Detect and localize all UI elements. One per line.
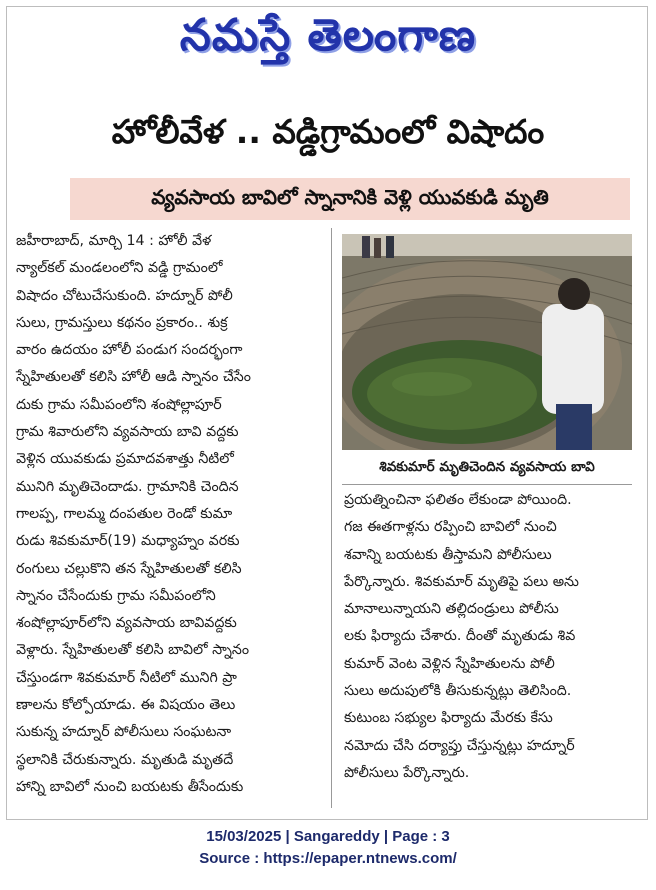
body-text-line: శవాన్ని బయటకు తీస్తామని పోలీసులు xyxy=(344,546,552,563)
body-text-line: వెళ్లారు. స్నేహితులతో కలిసి బావిలో స్నానం xyxy=(16,642,250,659)
article-subheadline: వ్యవసాయ బావిలో స్నానానికి వెళ్లి యువకుడి మృతి xyxy=(151,184,549,209)
article-continuation xyxy=(334,487,644,787)
footer-date-edition: 15/03/2025 | Sangareddy | Page : 3 xyxy=(206,828,450,845)
photo-caption: శివకుమార్ మృతిచెందిన వ్యవసాయ బావి xyxy=(342,450,632,485)
body-text-line: వారం ఉదయం హోలీ పండుగ సందర్భంగా xyxy=(16,342,243,359)
body-text-line: ణాలను కోల్పోయాడు. ఈ విషయం తెలు xyxy=(16,697,236,714)
body-text-line: వెళ్లిన యువకుడు ప్రమాదవశాత్తు నీటిలో xyxy=(16,451,234,468)
body-text-line: చేస్తుండగా శివకుమార్ నీటిలో మునిగి ప్రా xyxy=(16,669,237,686)
body-text-line: గ్రామ శివారులోని వ్యవసాయ బావి వద్దకు xyxy=(16,424,239,441)
body-text-line: శంషోల్లాపూర్‌లోని వ్యవసాయ బావివద్దకు xyxy=(16,615,237,632)
article-left-column xyxy=(14,228,332,808)
body-text-line: గాలప్ప, గాలమ్మ దంపతుల రెండో కుమా xyxy=(16,505,233,522)
body-text-line: స్నేహితులతో కలిసి హోలీ ఆడి స్నానం చేసేం xyxy=(16,369,251,386)
body-text-line: రుడు శివకుమార్(19) మధ్యాహ్నం వరకు xyxy=(16,533,240,550)
body-text-line: నమోదు చేసి దర్యాప్తు చేస్తున్నట్లు హద్నూర్ xyxy=(344,737,575,754)
body-text-line: కుటుంబ సభ్యుల ఫిర్యాదు మేరకు కేసు xyxy=(344,710,553,727)
body-text-line: మునిగి మృతిచెందాడు. గ్రామానికి చెందిన xyxy=(16,478,239,495)
body-text-line: సుకున్న హద్నూర్ పోలీసులు సంఘటనా xyxy=(16,724,232,741)
well-photo-illustration xyxy=(342,234,632,450)
body-text-line: కుమార్ వెంట వెళ్లిన స్నేహితులను పోలీ xyxy=(344,655,555,672)
body-text-line: స్థలానికి చేరుకున్నారు. మృతుడి మృతదే xyxy=(16,751,234,768)
body-text-line: జహీరాబాద్, మార్చి 14 : హోలీ వేళ xyxy=(16,233,212,249)
body-text-line: హాన్ని బావిలో నుంచి బయటకు తీసేందుకు xyxy=(16,778,244,795)
well-photo xyxy=(342,234,632,450)
article-right-column xyxy=(334,228,644,808)
footer-source: Source : https://epaper.ntnews.com/ xyxy=(199,850,457,867)
article-headline: హోలీవేళ .. వడ్డిగ్రామంలో విషాదం xyxy=(111,112,545,151)
body-text-line: పేర్కొన్నారు. శివకుమార్ మృతిపై పలు అను xyxy=(344,573,579,590)
body-text-line: స్నానం చేసేందుకు గ్రామ సమీపంలోని xyxy=(16,587,216,604)
body-text-line: సులు, గ్రామస్తులు కథనం ప్రకారం.. శుక్ర xyxy=(16,314,228,331)
body-text-line: విషాదం చోటుచేసుకుంది. హద్నూర్ పోలీ xyxy=(16,287,233,304)
clipping-footer xyxy=(0,826,656,870)
body-text-line: సులు అదుపులోకి తీసుకున్నట్లు తెలిసింది. xyxy=(344,683,572,700)
body-text-line: గజ ఈతగాళ్లను రప్పించి బావిలో నుంచి xyxy=(344,519,557,536)
body-text-line: న్యాల్‌కల్ మండలంలోని వడ్డి గ్రామంలో xyxy=(16,260,223,277)
body-text-line: పోలీసులు పేర్కొన్నారు. xyxy=(344,764,470,781)
body-text-line: లకు ఫిర్యాదు చేశారు. దీంతో మృతుడు శివ xyxy=(344,628,576,645)
body-text-line: రంగులు చల్లుకొని తన స్నేహితులతో కలిసి xyxy=(16,560,242,577)
body-text-line: ప్రయత్నించినా ఫలితం లేకుండా పోయింది. xyxy=(344,492,572,508)
body-text-line: దుకు గ్రామ సమీపంలోని శంషోల్లాపూర్ xyxy=(16,396,222,413)
subheadline-banner xyxy=(70,178,630,220)
newspaper-masthead: నమస్తే తెలంగాణ xyxy=(179,10,477,61)
body-text-line: మానాలున్నాయని తల్లిదండ్రులు పోలీసు xyxy=(344,601,559,618)
